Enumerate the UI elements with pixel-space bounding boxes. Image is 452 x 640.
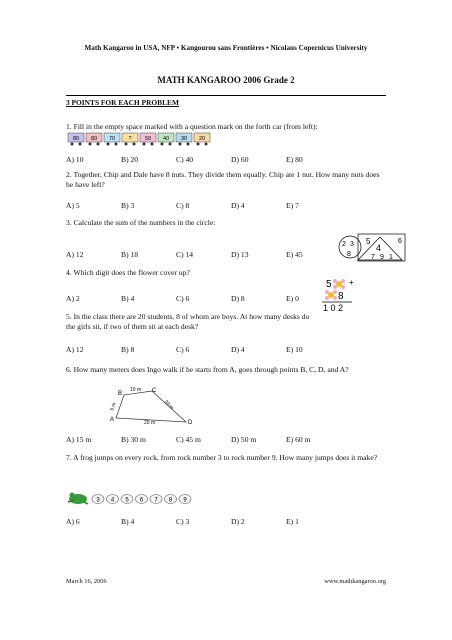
rock-number: 5 [125,497,129,504]
rock [136,495,148,504]
answer-option: D) 60 [231,155,249,164]
answer-option: C) 6 [176,345,190,354]
side-length: 20 m [162,399,175,412]
rock [92,495,104,504]
answer-option: E) 1 [286,517,299,526]
answer-option: A) 12 [66,345,84,354]
train-car [194,133,210,146]
question-1: 1. Fill in the empty space marked with a question mark on the forth car (from left): [66,122,318,131]
frog-icon [68,493,88,505]
square-number: 5 [366,237,371,246]
answer-option: E) 0 [286,294,299,303]
answers-7 [66,517,299,526]
rock [107,495,119,504]
answer-option: B) 8 [121,345,135,354]
rock [121,495,133,504]
answer-option: A) 2 [66,294,80,303]
triangle-number: 4 [376,243,382,253]
answers-6 [66,435,310,444]
train-car-label: ? [128,136,132,142]
circle-number: 2 [342,241,346,248]
triangle-number: 1 [389,254,393,261]
train-car [140,133,156,146]
train-car-label: 80 [90,136,98,142]
answer-option: E) 7 [286,201,299,210]
vertex-label: C [152,388,157,394]
circle-number: 3 [350,241,354,248]
addend-digit: 8 [338,291,344,302]
train-car-label: 80 [72,136,80,142]
answer-option: E) 80 [286,155,303,164]
answer-option: C) 14 [176,250,194,259]
answer-option: B) 30 m [121,435,146,444]
answer-option: B) 4 [121,294,135,303]
rock [165,495,177,504]
train-car-label: 70 [108,136,116,142]
section-heading: 3 POINTS FOR EACH PROBLEM [66,98,179,107]
circle-number: 8 [347,251,351,258]
rock-number: 8 [168,497,173,504]
answer-option: A) 6 [66,517,80,526]
sum-result: 1 0 2 [323,303,344,313]
rock-number: 7 [154,497,158,504]
vertex-label: A [110,417,115,423]
footer-website: www.mathkangaroo.org [324,578,386,585]
train-car-label: 20 [198,136,206,142]
answer-option: B) 4 [121,517,135,526]
answer-option: D) 50 m [231,435,257,444]
answer-option: B) 3 [121,201,135,210]
rock [150,495,162,504]
train-car [86,133,102,146]
flower-icon [325,290,337,300]
page-title: MATH KANGAROO 2006 Grade 2 [157,75,295,85]
question-6: 6. How many meters does Ingo walk if he starts from A, goes through points B, C, D, and A? [66,365,349,374]
side-length: 5 m [109,401,118,412]
question-5: 5. In the class there are 20 students, 8 of whom are boys. At how many desks do the girls sit, if two of them sit at each desk? [66,312,310,331]
answer-option: E) 45 [286,250,303,259]
train-car [158,133,174,146]
train-car [122,133,138,146]
answers-4 [66,294,299,303]
answer-option: A) 5 [66,201,80,210]
side-length: 10 m [130,387,142,393]
answer-option: A) 12 [66,250,84,259]
answer-option: E) 10 [286,345,303,354]
answer-option: C) 3 [176,517,190,526]
answers-5 [66,345,303,354]
train-car-label: 30 [180,136,188,142]
answer-option: C) 6 [176,294,190,303]
rock-number: 6 [139,497,144,504]
train-figure [66,131,216,147]
triangle-number: 9 [380,254,384,261]
vertex-label: D [188,420,193,426]
train-car [176,133,192,146]
corner-number: 6 [398,238,402,245]
answer-option: E) 60 m [286,435,311,444]
answer-option: B) 20 [121,155,139,164]
footer-date: March 16, 2006 [66,578,107,585]
rock-number: 3 [96,497,100,504]
train-car-label: 40 [162,136,170,142]
answer-option: C) 45 m [176,435,201,444]
addition-figure [320,276,362,314]
vertex-label: B [118,391,123,397]
addend-digit: 5 [326,279,332,290]
answer-option: A) 10 [66,155,84,164]
answer-option: A) 15 m [66,435,92,444]
answer-option: D) 4 [231,345,245,354]
train-car [68,133,84,146]
rock [179,495,191,504]
answers-2 [66,201,299,210]
rock-number: 4 [110,497,115,504]
frog-rocks-figure [66,488,196,508]
answer-option: D) 2 [231,517,245,526]
answer-option: D) 8 [231,294,245,303]
answer-option: C) 40 [176,155,194,164]
quadrilateral-figure [108,386,218,430]
answer-option: D) 4 [231,201,245,210]
rock-number: 9 [183,497,187,504]
flower-icon [333,279,345,289]
plus-sign: + [349,278,354,287]
question-7: 7. A frog jumps on every rock, from rock number 3 to rock number 9. How many jumps does it make? [66,453,378,462]
page-header: Math Kangaroo in USA, NFP • Kangourou sans Frontières • Nicolaus Copernicus University [84,44,368,52]
question-2: 2. Together, Chip and Dale have 8 nuts. They divide them equally. Chip ate 1 nut. How many nuts does he have left? [66,170,380,189]
shapes-sum-figure [334,232,406,262]
answers-3 [66,250,303,259]
question-3: 3. Calculate the sum of the numbers in the circle: [66,218,216,227]
answers-1 [66,155,303,164]
square-number: 7 [371,254,375,261]
answer-option: D) 13 [231,250,249,259]
question-4: 4. Which digit does the flower cover up? [66,268,190,277]
path-polygon [116,391,186,422]
train-car-label: 50 [144,136,152,142]
answer-option: B) 18 [121,250,139,259]
train-car [104,133,120,146]
title-rule [66,95,386,96]
answer-option: C) 8 [176,201,190,210]
side-length: 25 m [144,420,156,426]
